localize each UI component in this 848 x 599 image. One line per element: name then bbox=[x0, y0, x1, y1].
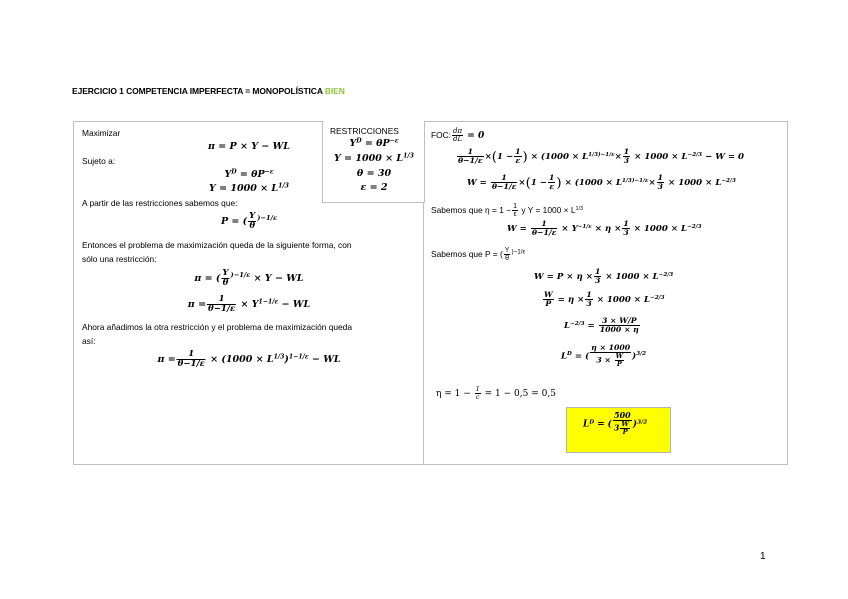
restriction-theta: θ = 30 bbox=[356, 168, 392, 179]
sabemos-eta-line: Sabemos que η = 1 − $\frac{1}{\varepsilon}$ y $Y = 1000 \times L^{1/3}$ bbox=[431, 203, 584, 219]
page-number: 1 bbox=[760, 551, 766, 562]
restriction-demand: $Y^D = \theta P^{-\varepsilon}$ bbox=[349, 137, 399, 149]
restricciones-title: RESTRICCIONES bbox=[330, 126, 399, 136]
eq-demand: $Y^D = \theta P^{-\varepsilon}$ bbox=[224, 168, 274, 180]
asi-text: así: bbox=[82, 336, 96, 346]
eta-value-line: η = 1 − $\frac{1}{c}$ = 1 − 0,5 = 0,5 bbox=[436, 385, 556, 401]
title-accent: BIEN bbox=[324, 86, 345, 96]
eq-labor-demand: $L^D$ = ( η × 1000 3 × $\frac{W}{P}$ )$^{3/2}$ bbox=[561, 343, 647, 369]
maximizar-label: Maximizar bbox=[82, 128, 121, 138]
exercise-table bbox=[73, 121, 788, 465]
restriction-epsilon: ε = 2 bbox=[360, 182, 388, 193]
eq-wage-1: W = $\frac{1}{\theta-1/\varepsilon}$ × $Y^{-1/\varepsilon} \times \eta$ × $\frac{1}{3}$ × $1000 \times L^{-2/3}$ bbox=[507, 219, 702, 238]
title-main: EJERCICIO 1 COMPETENCIA IMPERFECTA = MONOPOLÍSTICA bbox=[72, 86, 325, 96]
eq-profit-4: π = $\frac{1}{\theta-1/\varepsilon}$ × $(1000 \times L^{1/3})^{1-1/\varepsilon}$ − WL bbox=[157, 349, 341, 369]
eq-foc-1: $\frac{1}{\theta-1/\varepsilon}$ ×(1 − $\frac{1}{\varepsilon}$ ) × ($1000 \times L^{1/3)-1/\varepsilon}\times$ $\frac{1}{3}$ × $1000 \times L^{-2/3} - W = 0$ bbox=[458, 147, 745, 166]
result-box bbox=[566, 407, 671, 453]
eq-profit-3: π = $\frac{1}{\theta-1/\varepsilon}$ × $Y^{1-1/\varepsilon}$ − WL bbox=[187, 294, 311, 314]
document-title bbox=[72, 86, 345, 96]
eq-profit: π = P × Y − WL bbox=[208, 141, 290, 152]
restricciones-box bbox=[322, 121, 425, 203]
eq-production: $Y = 1000 \times L^{1/3}$ bbox=[209, 182, 289, 194]
restriction-production: $Y = 1000 \times L^{1/3}$ bbox=[334, 152, 414, 164]
eq-wage-3: $\frac{W}{P}$ = η × $\frac{1}{3}$ × $1000 \times L^{-2/3}$ bbox=[544, 290, 665, 309]
ahora-text: Ahora añadimos la otra restricción y el problema de maximización queda bbox=[82, 322, 352, 332]
eq-profit-2: π = ( $\frac{Y}{\theta}$ $^{)-1/\varepsilon}$ × Y − WL bbox=[194, 268, 304, 288]
entonces-text: Entonces el problema de maximización queda de la siguiente forma, con bbox=[82, 240, 352, 250]
sujeto-label: Sujeto a: bbox=[82, 156, 116, 166]
sabemos-p-line: Sabemos que P = ( $\frac{Y}{\theta}$ $^{)-1/\varepsilon}$ bbox=[431, 247, 526, 263]
eq-price: P = ( $\frac{Y}{\theta}$ $^{)-1/\varepsilon}$ bbox=[220, 211, 278, 231]
eq-wage-2: W = P × η × $\frac{1}{3}$ × $1000 \times L^{-2/3}$ bbox=[534, 267, 674, 286]
eq-foc-2: W = $\frac{1}{\theta-1/\varepsilon}$ ×(1 − $\frac{1}{\varepsilon}$ ) × ($1000 \times L^{1/3)-1/\varepsilon}\times$ $\frac{1}{3}$ × $1000 \times L^{-2/3}$ bbox=[467, 173, 736, 192]
partir-text: A partir de las restricciones sabemos que: bbox=[82, 198, 238, 208]
eq-labor-1: $L^{-2/3}$ = $\frac{3 \times W/P}{1000 \times \eta}$ bbox=[564, 316, 639, 335]
solo-text: sólo una restricción: bbox=[82, 254, 157, 264]
foc-line: FOC: $\frac{d\pi}{dL}$ = 0 bbox=[431, 127, 485, 144]
eq-result: $L^D$ = ( 500 3 $\frac{W}{P}$ )$^{3/2}$ bbox=[583, 411, 648, 437]
